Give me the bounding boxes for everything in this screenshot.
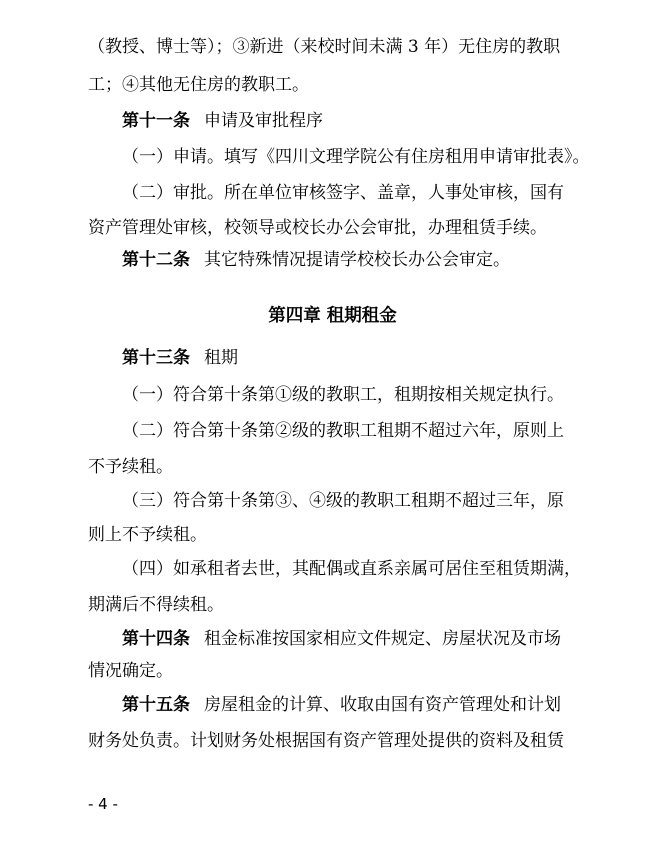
paragraph-line: 则上不予续租。 xyxy=(88,525,207,545)
paragraph-line: （二）审批。所在单位审核签字、盖章，人事处审核，国有 xyxy=(122,183,564,203)
paragraph-line: （四）如承租者去世，其配偶或直系亲属可居住至租赁期满， xyxy=(122,559,581,579)
paragraph-line: （三）符合第十条第③、④级的教职工租期不超过三年，原 xyxy=(122,491,564,511)
article-15 xyxy=(0,691,665,719)
article-label: 第十五条 xyxy=(122,695,190,715)
article-text: 租期 xyxy=(204,348,238,368)
article-text: 房屋租金的计算、收取由国有资产管理处和计划 xyxy=(204,695,561,715)
article-11 xyxy=(0,107,665,135)
article-label: 第十三条 xyxy=(122,348,190,368)
chapter-title: 第四章 租期租金 xyxy=(268,306,397,326)
paragraph-line: （一）申请。填写《四川文理学院公有住房租用申请审批表》。 xyxy=(122,147,590,167)
article-label: 第十四条 xyxy=(122,629,190,649)
paragraph-line: 工；④其他无住房的教职工。 xyxy=(88,75,309,95)
paragraph-line: 情况确定。 xyxy=(88,661,173,681)
article-12 xyxy=(0,246,665,274)
paragraph-line: 财务处负责。计划财务处根据国有资产管理处提供的资料及租赁 xyxy=(88,731,564,751)
article-13 xyxy=(0,344,665,372)
article-label: 第十二条 xyxy=(122,250,190,270)
paragraph-line: 不予续租。 xyxy=(88,457,173,477)
paragraph-line: （一）符合第十条第①级的教职工，租期按相关规定执行。 xyxy=(122,385,564,405)
article-text: 其它特殊情况提请学校校长办公会审定。 xyxy=(204,250,510,270)
article-text: 租金标准按国家相应文件规定、房屋状况及市场 xyxy=(204,629,561,649)
article-label: 第十一条 xyxy=(122,111,190,131)
paragraph-line: （二）符合第十条第②级的教职工租期不超过六年，原则上 xyxy=(122,421,564,441)
article-text: 申请及审批程序 xyxy=(204,111,323,131)
article-14 xyxy=(0,625,665,653)
paragraph-line: 期满后不得续租。 xyxy=(88,595,224,615)
page-number: - 4 - xyxy=(88,795,118,813)
paragraph-line: 资产管理处审核，校领导或校长办公会审批，办理租赁手续。 xyxy=(88,218,547,238)
paragraph-line: （教授、博士等）；③新进（来校时间未满 3 年）无住房的教职 xyxy=(88,37,561,57)
